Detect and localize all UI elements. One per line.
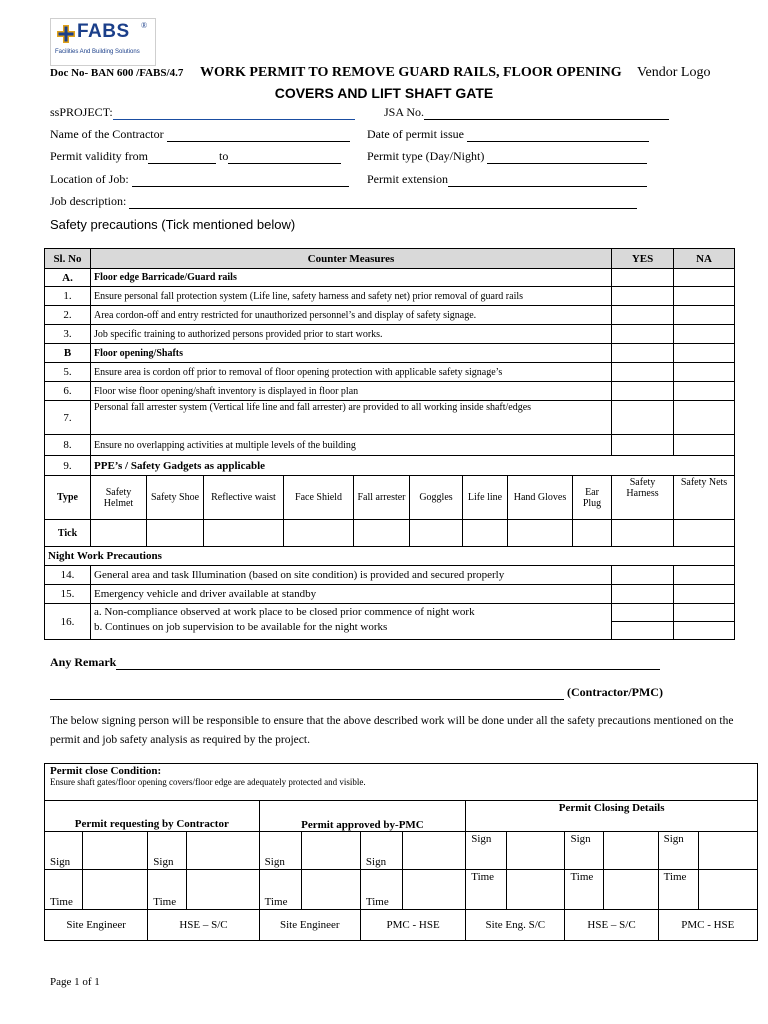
row-text: Emergency vehicle and driver available at standby bbox=[91, 585, 612, 604]
header-na: NA bbox=[674, 249, 735, 269]
location-line bbox=[132, 174, 349, 187]
fabs-cross-icon bbox=[57, 25, 75, 43]
sign-label: Sign bbox=[658, 832, 699, 870]
role-label: Site Engineer bbox=[45, 910, 148, 941]
time-label: Time bbox=[259, 870, 302, 910]
page-number: Page 1 of 1 bbox=[50, 976, 100, 988]
yes-cell[interactable] bbox=[612, 287, 674, 306]
time-cell[interactable] bbox=[603, 870, 658, 910]
header-sl-no: Sl. No bbox=[45, 249, 91, 269]
validity-to-line bbox=[228, 151, 341, 164]
ppe-tick-label: Tick bbox=[45, 520, 91, 547]
row-text: Personal fall arrester system (Vertical life line and fall arrester) are provided to all working inside shaft/edges bbox=[91, 401, 612, 435]
sign-cell[interactable] bbox=[83, 832, 148, 870]
tick-cell[interactable] bbox=[284, 520, 354, 547]
time-cell[interactable] bbox=[699, 870, 758, 910]
remark-label: Any Remark bbox=[50, 655, 117, 669]
ppe-title-row bbox=[45, 456, 735, 476]
na-cell[interactable] bbox=[674, 622, 735, 640]
na-cell[interactable] bbox=[674, 604, 735, 622]
night-title-row bbox=[45, 547, 735, 566]
sign-label: Sign bbox=[360, 832, 403, 870]
tick-cell[interactable] bbox=[674, 520, 735, 547]
close-condition-cell bbox=[45, 764, 758, 801]
ppe-item: Face Shield bbox=[284, 476, 354, 520]
row-no: 6. bbox=[45, 382, 91, 401]
sign-label: Sign bbox=[45, 832, 83, 870]
ppe-item: Life line bbox=[463, 476, 508, 520]
time-label: Time bbox=[148, 870, 186, 910]
row-no: 3. bbox=[45, 325, 91, 344]
company-logo bbox=[50, 18, 156, 66]
yes-cell[interactable] bbox=[612, 363, 674, 382]
contractor-field[interactable] bbox=[50, 127, 350, 142]
sign-cell[interactable] bbox=[186, 832, 259, 870]
doc-number: Doc No- BAN 600 /FABS/4.7 bbox=[50, 67, 184, 79]
row-no: 1. bbox=[45, 287, 91, 306]
date-issue-line bbox=[467, 129, 649, 142]
tick-cell[interactable] bbox=[573, 520, 612, 547]
na-cell[interactable] bbox=[674, 585, 735, 604]
yes-cell[interactable] bbox=[612, 622, 674, 640]
date-issue-label: Date of permit issue bbox=[367, 127, 464, 141]
tick-cell[interactable] bbox=[91, 520, 147, 547]
row-text: General area and task Illumination (based on site condition) is provided and secured properly bbox=[91, 566, 612, 585]
tick-cell[interactable] bbox=[204, 520, 284, 547]
role-label: PMC - HSE bbox=[360, 910, 465, 941]
sign-cell[interactable] bbox=[603, 832, 658, 870]
requesting-header: Permit requesting by Contractor bbox=[45, 801, 260, 832]
yes-cell[interactable] bbox=[612, 344, 674, 363]
contractor-pmc-field[interactable] bbox=[50, 685, 663, 700]
extension-label: Permit extension bbox=[367, 172, 448, 186]
time-cell[interactable] bbox=[83, 870, 148, 910]
section-a-title: Floor edge Barricade/Guard rails bbox=[91, 269, 612, 287]
yes-cell[interactable] bbox=[612, 585, 674, 604]
ppe-item: Safety Harness bbox=[612, 476, 674, 520]
row-no: 5. bbox=[45, 363, 91, 382]
ppe-title: PPE’s / Safety Gadgets as applicable bbox=[91, 456, 735, 476]
title-line-1: WORK PERMIT TO REMOVE GUARD RAILS, FLOOR OPENING bbox=[200, 65, 622, 80]
sign-label: Sign bbox=[259, 832, 302, 870]
tick-cell[interactable] bbox=[508, 520, 573, 547]
responsibility-paragraph: The below signing person will be responsible to ensure that the above described work will be done under all the safety precautions mentioned on the permit and job safety analysis as required by the project. bbox=[50, 715, 734, 746]
validity-field[interactable] bbox=[50, 149, 341, 164]
contractor-label: Name of the Contractor bbox=[50, 127, 164, 141]
header-counter-measures: Counter Measures bbox=[91, 249, 612, 269]
row-no: 8. bbox=[45, 435, 91, 456]
na-cell[interactable] bbox=[674, 382, 735, 401]
time-label: Time bbox=[466, 870, 507, 910]
logo-tagline: Facilities And Building Solutions bbox=[55, 49, 140, 55]
na-cell[interactable] bbox=[674, 401, 735, 435]
time-label: Time bbox=[565, 870, 603, 910]
job-description-label: Job description: bbox=[50, 194, 127, 208]
jsa-field[interactable] bbox=[384, 105, 669, 120]
ppe-type-row bbox=[45, 476, 735, 520]
permit-type-label: Permit type (Day/Night) bbox=[367, 149, 485, 163]
sign-label: Sign bbox=[565, 832, 603, 870]
section-a-row bbox=[45, 269, 735, 287]
ppe-item: Ear Plug bbox=[573, 476, 612, 520]
remark-line bbox=[116, 657, 660, 670]
row-text: Ensure personal fall protection system (Life line, safety harness and safety net) prior removal of guard rails bbox=[91, 287, 612, 306]
tick-cell[interactable] bbox=[612, 520, 674, 547]
ppe-item: Fall arrester bbox=[354, 476, 410, 520]
ppe-item: Hand Gloves bbox=[508, 476, 573, 520]
row-no: 16. bbox=[45, 604, 91, 640]
ppe-item: Goggles bbox=[410, 476, 463, 520]
ppe-type-label: Type bbox=[45, 476, 91, 520]
validity-to-label: to bbox=[219, 149, 229, 163]
yes-cell[interactable] bbox=[612, 604, 674, 622]
location-field[interactable] bbox=[50, 172, 349, 187]
sign-label: Sign bbox=[148, 832, 186, 870]
contractor-line bbox=[167, 129, 350, 142]
date-issue-field[interactable] bbox=[367, 127, 649, 142]
logo-brand: FABS bbox=[77, 21, 130, 42]
table-row bbox=[45, 435, 735, 456]
yes-cell[interactable] bbox=[612, 325, 674, 344]
precautions-label: Safety precautions (Tick mentioned below) bbox=[50, 217, 296, 232]
section-b-no: B bbox=[45, 344, 91, 363]
permit-type-field[interactable] bbox=[367, 149, 647, 164]
na-cell[interactable] bbox=[674, 566, 735, 585]
time-cell[interactable] bbox=[186, 870, 259, 910]
header-yes: YES bbox=[612, 249, 674, 269]
close-condition-title: Permit close Condition: bbox=[50, 765, 162, 777]
table-row bbox=[45, 566, 735, 585]
table-row bbox=[45, 401, 735, 435]
validity-from-label: Permit validity from bbox=[50, 149, 148, 163]
ppe-item: Safety Shoe bbox=[147, 476, 204, 520]
time-cell[interactable] bbox=[506, 870, 565, 910]
role-label: HSE – S/C bbox=[565, 910, 658, 941]
yes-cell[interactable] bbox=[612, 382, 674, 401]
row-text: Ensure area is cordon off prior to removal of floor opening protection with applicable safety signage’s bbox=[91, 363, 612, 382]
jsa-line bbox=[424, 107, 669, 120]
time-label: Time bbox=[360, 870, 403, 910]
section-a-no: A. bbox=[45, 269, 91, 287]
sign-cell[interactable] bbox=[699, 832, 758, 870]
na-cell[interactable] bbox=[674, 344, 735, 363]
vendor-logo-label: Vendor Logo bbox=[637, 65, 711, 80]
ppe-item: Safety Nets bbox=[674, 476, 735, 520]
ppe-item: Reflective waist bbox=[204, 476, 284, 520]
closing-details-header: Permit Closing Details bbox=[466, 801, 758, 832]
na-cell[interactable] bbox=[674, 269, 735, 287]
sign-cell[interactable] bbox=[403, 832, 466, 870]
row-no: 2. bbox=[45, 306, 91, 325]
table-row bbox=[45, 287, 735, 306]
job-description-field[interactable] bbox=[50, 194, 637, 209]
row-text: Ensure no overlapping activities at multiple levels of the building bbox=[91, 435, 612, 456]
permit-close-table bbox=[44, 763, 758, 941]
row-no: 15. bbox=[45, 585, 91, 604]
role-label: Site Eng. S/C bbox=[466, 910, 565, 941]
sign-cell[interactable] bbox=[302, 832, 361, 870]
project-field[interactable] bbox=[50, 105, 355, 120]
ppe-no: 9. bbox=[45, 456, 91, 476]
ppe-tick-row bbox=[45, 520, 735, 547]
remark-field[interactable] bbox=[50, 655, 660, 670]
extension-field[interactable] bbox=[367, 172, 647, 187]
night-title: Night Work Precautions bbox=[45, 547, 735, 566]
counter-measures-table bbox=[44, 248, 735, 640]
section-b-title: Floor opening/Shafts bbox=[91, 344, 612, 363]
row-text: Floor wise floor opening/shaft inventory is displayed in floor plan bbox=[91, 382, 612, 401]
close-condition-text: Ensure shaft gates/floor opening covers/floor edge are adequately protected and visible. bbox=[50, 777, 366, 787]
table-row bbox=[45, 604, 735, 622]
table-row bbox=[45, 306, 735, 325]
table-row bbox=[45, 363, 735, 382]
time-label: Time bbox=[658, 870, 699, 910]
project-label: ssPROJECT: bbox=[50, 105, 113, 119]
tick-cell[interactable] bbox=[410, 520, 463, 547]
contractor-pmc-line bbox=[50, 687, 564, 700]
na-cell[interactable] bbox=[674, 287, 735, 306]
row-text: Area cordon-off and entry restricted for unauthorized personnel’s and display of safety signage. bbox=[91, 306, 612, 325]
project-line bbox=[113, 107, 355, 120]
row-16-line-b: b. Continues on job supervision to be available for the night works bbox=[94, 621, 388, 633]
yes-cell[interactable] bbox=[612, 401, 674, 435]
permit-type-line bbox=[487, 151, 647, 164]
location-label: Location of Job: bbox=[50, 172, 129, 186]
row-no: 14. bbox=[45, 566, 91, 585]
row-text: Job specific training to authorized persons provided prior to start works. bbox=[91, 325, 612, 344]
title-line-2: COVERS AND LIFT SHAFT GATE bbox=[274, 85, 494, 101]
yes-cell[interactable] bbox=[612, 435, 674, 456]
yes-cell[interactable] bbox=[612, 566, 674, 585]
yes-cell[interactable] bbox=[612, 269, 674, 287]
tick-cell[interactable] bbox=[147, 520, 204, 547]
na-cell[interactable] bbox=[674, 325, 735, 344]
row-16-line-a: a. Non-compliance observed at work place to be closed prior commence of night work bbox=[94, 606, 475, 618]
na-cell[interactable] bbox=[674, 306, 735, 325]
time-cell[interactable] bbox=[302, 870, 361, 910]
ppe-item: Safety Helmet bbox=[91, 476, 147, 520]
row-no: 7. bbox=[45, 401, 91, 435]
yes-cell[interactable] bbox=[612, 306, 674, 325]
na-cell[interactable] bbox=[674, 435, 735, 456]
approved-header: Permit approved by-PMC bbox=[259, 801, 466, 832]
contractor-pmc-label: (Contractor/PMC) bbox=[567, 685, 663, 699]
extension-line bbox=[448, 174, 647, 187]
time-label: Time bbox=[45, 870, 83, 910]
validity-from-line bbox=[148, 151, 216, 164]
tick-cell[interactable] bbox=[354, 520, 410, 547]
sign-label: Sign bbox=[466, 832, 507, 870]
job-description-line bbox=[129, 196, 637, 209]
role-label: Site Engineer bbox=[259, 910, 360, 941]
role-label: HSE – S/C bbox=[148, 910, 259, 941]
na-cell[interactable] bbox=[674, 363, 735, 382]
section-b-row bbox=[45, 344, 735, 363]
jsa-label: JSA No. bbox=[384, 105, 425, 119]
sign-cell[interactable] bbox=[506, 832, 565, 870]
role-label: PMC - HSE bbox=[658, 910, 757, 941]
table-row bbox=[45, 325, 735, 344]
table-row bbox=[45, 585, 735, 604]
logo-registered: ® bbox=[141, 21, 148, 30]
row-text-16 bbox=[91, 604, 612, 640]
time-cell[interactable] bbox=[403, 870, 466, 910]
tick-cell[interactable] bbox=[463, 520, 508, 547]
table-row bbox=[45, 382, 735, 401]
